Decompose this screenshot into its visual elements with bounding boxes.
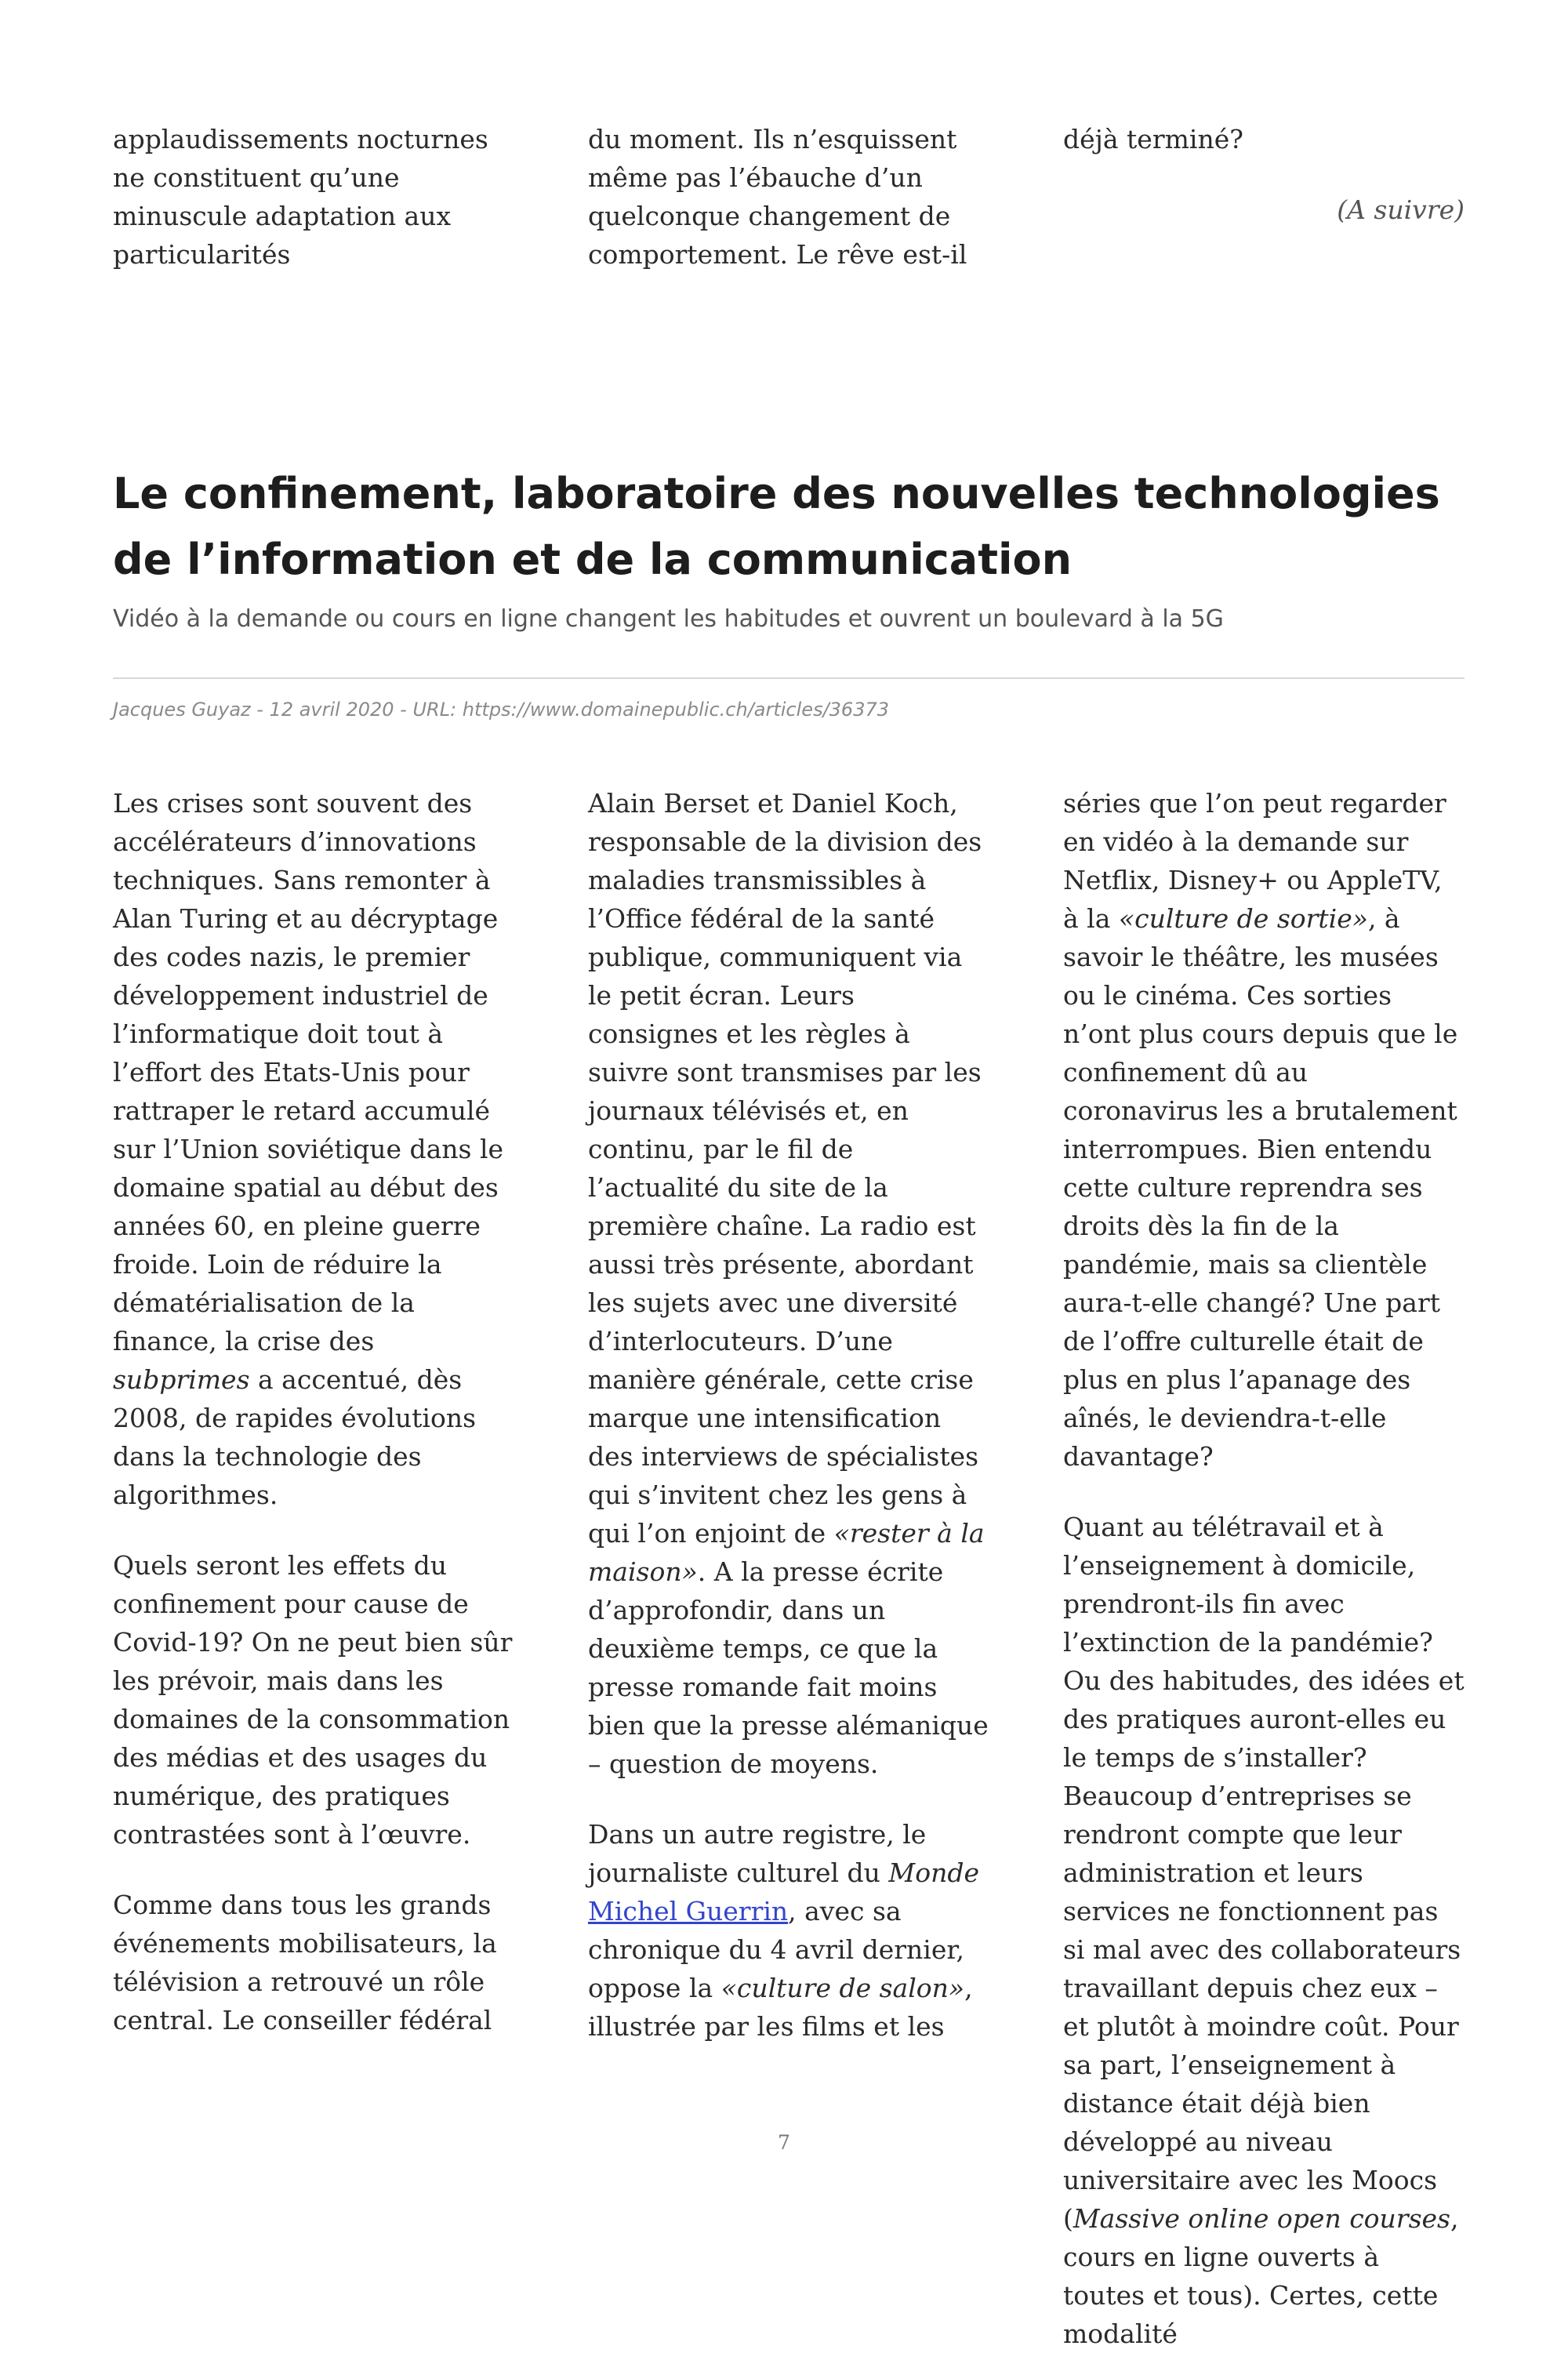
paragraph-3-continued: Alain Berset et Daniel Koch, responsable de la division des maladies transmissibles à l’Office fédéral de la santé publique, communiquent via le petit écran. Leurs consignes et les règles à suivre sont transmises par les journaux télévisés et, en continu, par le fil de l’actualité du site de la première chaîne. La radio est aussi très présente, abordant les sujets avec une diversité d’interlocuteurs. D’une manière générale, cette crise marque une intensification des interviews de spécialistes qui s’invitent chez les gens à qui l’on enjoint de «rester à la maison». A la presse écrite d’approfondir, dans un deuxième temps, ce que la presse romande fait moins bien que la presse alémanique – question de moyens. xyxy=(588,788,989,1779)
previous-article-columns xyxy=(113,120,1465,274)
paragraph-3: Comme dans tous les grands événements mobilisateurs, la télévision a retrouvé un rôle central. Le conseiller fédéral xyxy=(113,1890,497,2035)
to-be-continued: (A suivre) xyxy=(1337,194,1465,225)
article-meta: Jacques Guyaz - 12 avril 2020 - URL: https://www.domainepublic.ch/articles/36373 xyxy=(113,699,889,721)
top-column-3 xyxy=(1063,120,1465,274)
page-number: 7 xyxy=(778,2131,790,2154)
paragraph-1: Les crises sont souvent des accélérateurs d’innovations techniques. Sans remonter à Alan Turing et au décryptage des codes nazis, le premier développement industriel de l’informatique doit tout à l’effort des Etats-Unis pour rattraper le retard accumulé sur l’Union soviétique dans le domaine spatial au début des années 60, en pleine guerre froide. Loin de réduire la dématérialisation de la finance, la crise des subprimes a accentué, dès 2008, de rapides évolutions dans la technologie des algorithmes. xyxy=(113,788,504,1510)
header-divider xyxy=(113,677,1465,679)
article-body xyxy=(113,784,1465,2353)
body-column-1 xyxy=(113,784,514,2353)
top-column-2-text: du moment. Ils n’esquissent même pas l’ébauche d’un quelconque changement de comportement. Le rêve est-il xyxy=(588,124,967,270)
paragraph-4: Dans un autre registre, le journaliste culturel du Monde Michel Guerrin, avec sa chronique du 4 avril dernier, oppose la «culture de salon», illustrée par les films et les xyxy=(588,1819,979,2042)
top-column-3-text: déjà terminé? xyxy=(1063,124,1243,154)
article-subtitle: Vidéo à la demande ou cours en ligne changent les habitudes et ouvrent un boulevard à la 5G xyxy=(113,605,1224,633)
top-column-1 xyxy=(113,120,514,274)
michel-guerrin-link[interactable]: Michel Guerrin xyxy=(588,1896,789,1926)
body-column-2 xyxy=(588,784,989,2353)
top-column-2 xyxy=(588,120,989,274)
top-column-1-text: applaudissements nocturnes ne constituent qu’une minuscule adaptation aux particularités xyxy=(113,124,488,270)
article-title: Le confinement, laboratoire des nouvelles technologies de l’information et de la communication xyxy=(113,469,1440,584)
paragraph-4-continued: séries que l’on peut regarder en vidéo à la demande sur Netflix, Disney+ ou AppleTV, à la «culture de sortie», à savoir le théâtre, les musées ou le cinéma. Ces sorties n’ont plus cours depuis que le confinement dû au coronavirus les a brutalement interrompues. Bien entendu cette culture reprendra ses droits dès la fin de la pandémie, mais sa clientèle aura-t-elle changé? Une part de l’offre culturelle était de plus en plus l’apanage des aînés, le deviendra-t-elle davantage? xyxy=(1063,788,1458,1472)
paragraph-2: Quels seront les effets du confinement pour cause de Covid-19? On ne peut bien sûr les prévoir, mais dans les domaines de la consommation des médias et des usages du numérique, des pratiques contrastées sont à l’œuvre. xyxy=(113,1550,513,1850)
body-column-3 xyxy=(1063,784,1465,2353)
paragraph-5: Quant au télétravail et à l’enseignement à domicile, prendront-ils fin avec l’extinction de la pandémie? Ou des habitudes, des idées et des pratiques auront-elles eu le temps de s’installer? Beaucoup d’entreprises se rendront compte que leur administration et leurs services ne fonctionnent pas si mal avec des collaborateurs travaillant depuis chez eux – et plutôt à moindre coût. Pour sa part, l’enseignement à distance était déjà bien développé au niveau universitaire avec les Moocs (Massive online open courses, cours en ligne ouverts à toutes et tous). Certes, cette modalité xyxy=(1063,1512,1465,2349)
